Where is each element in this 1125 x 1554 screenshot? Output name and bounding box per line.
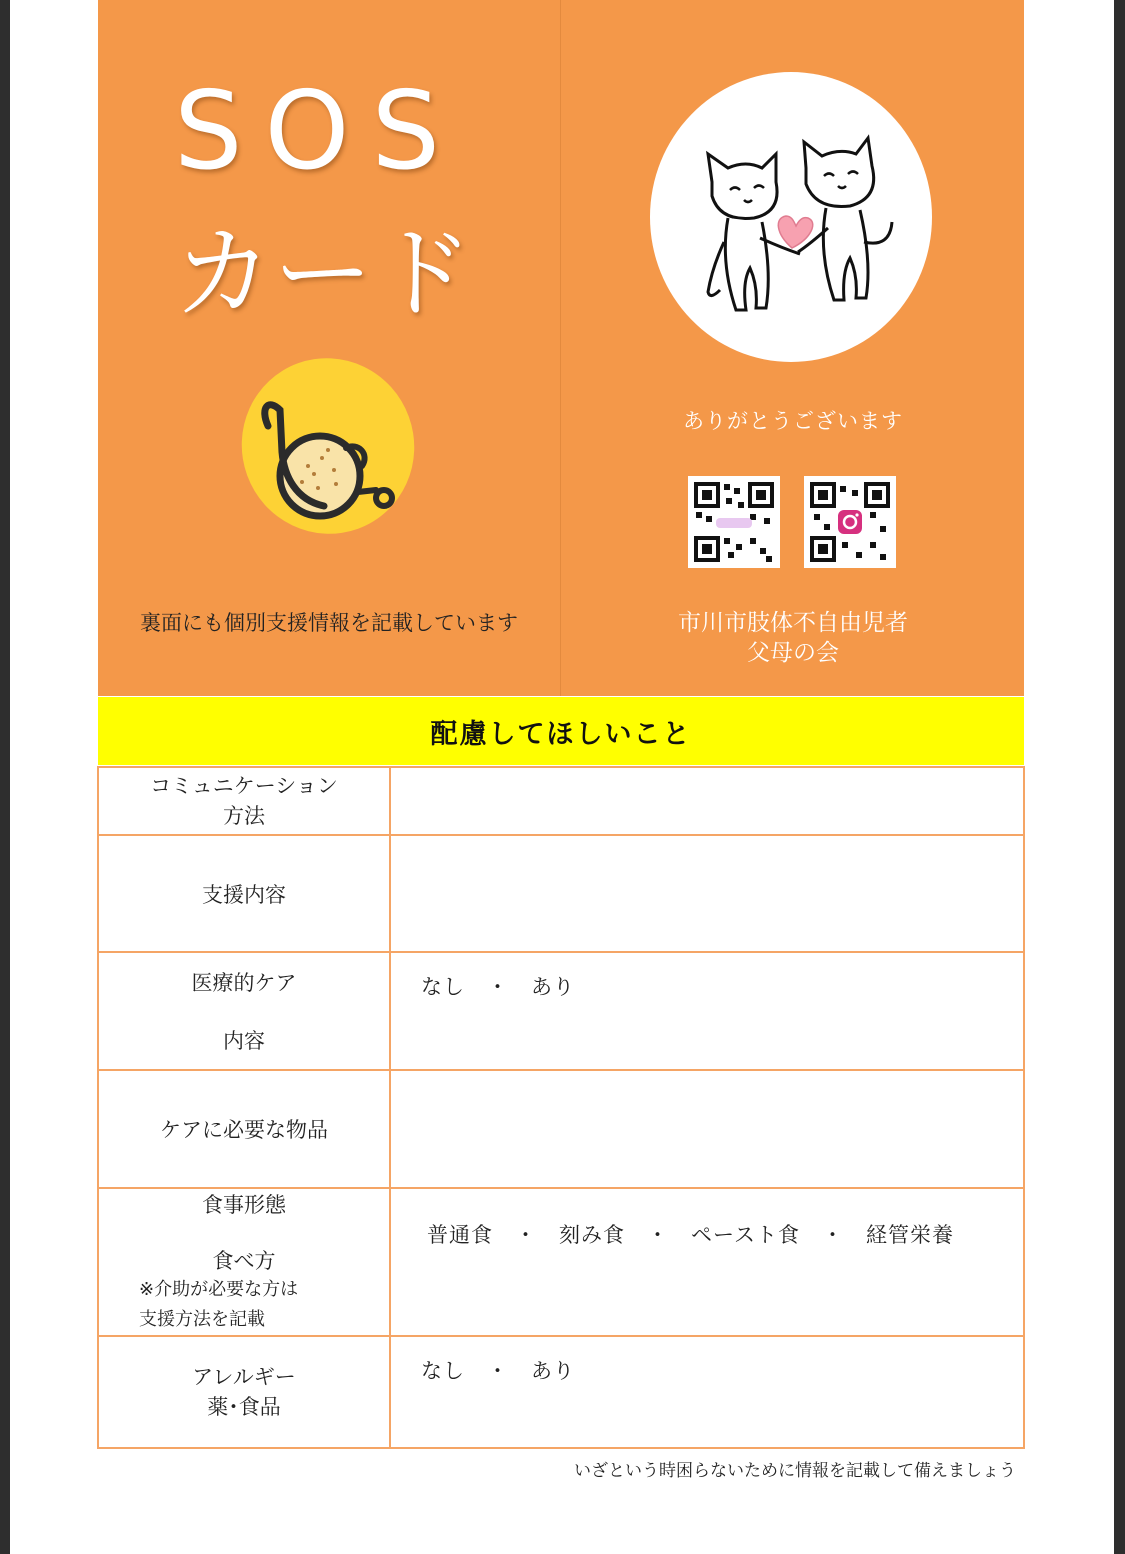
table-row-communication [98,767,1024,835]
table-row-care-items [98,1070,1024,1188]
organization-name [568,608,1018,668]
allergy-field[interactable] [390,1336,1024,1448]
card-fold-line [560,0,561,696]
communication-label [98,767,390,835]
meal-note-line2: 支援方法を記載 [139,1309,265,1330]
care-items-field[interactable] [390,1070,1024,1188]
allergy-label-line1: アレルギー [192,1365,296,1389]
support-field[interactable] [390,835,1024,952]
communication-label-line2: 方法 [223,804,265,828]
meal-field[interactable] [390,1188,1024,1336]
left-window-edge [0,0,10,1554]
table-row-meal [98,1188,1024,1336]
wheelchair-icon [238,356,418,538]
table-row-medical-care [98,952,1024,1070]
title-card: カード [173,215,473,332]
medical-care-options: なし ・ あり [421,975,575,999]
document-page [10,0,1114,1554]
instagram-icon [804,476,896,568]
thanks-message: ありがとうございます [683,409,903,433]
footer-note: いざという時困らないために情報を記載して備えましょう [574,1461,1016,1481]
medical-care-label-line1: 医療的ケア [191,971,297,995]
medical-care-label [98,952,390,1070]
medical-care-label-line2: 内容 [223,1029,265,1053]
organization-name-line1: 市川市肢体不自由児者 [678,610,908,636]
qr-code-instagram[interactable] [804,476,896,568]
cats-heart-illustration [650,72,932,362]
qr-code-icon [688,476,780,568]
allergy-label [98,1336,390,1448]
meal-label-line2: 食べ方 [212,1249,276,1273]
medical-care-field[interactable] [390,952,1024,1070]
scrollbar-track[interactable] [1114,0,1125,1554]
care-items-label: ケアに必要な物品 [98,1070,390,1188]
support-label: 支援内容 [98,835,390,952]
meal-label-line1: 食事形態 [202,1193,286,1217]
support-info-table [97,766,1025,1449]
communication-field[interactable] [390,767,1024,835]
sos-card-front [98,0,1024,696]
allergy-options: なし ・ あり [421,1359,575,1383]
communication-label-line1: コミュニケーション [150,774,338,798]
organization-name-line2: 父母の会 [747,640,839,666]
table-row-allergy [98,1336,1024,1448]
title-sos: SOS [173,69,463,194]
table-row-support [98,835,1024,952]
considerations-header: 配慮してほしいこと [98,697,1024,765]
back-side-note: 裏面にも個別支援情報を記載しています [140,611,518,635]
cats-heart-icon [650,72,932,362]
qr-code-line[interactable] [688,476,780,568]
allergy-label-line2: 薬･食品 [207,1395,281,1419]
meal-label [98,1188,390,1336]
meal-options: 普通食 ・ 刻み食 ・ ペースト食 ・ 経管栄養 [427,1223,954,1247]
meal-note-line1: ※介助が必要な方は [139,1279,299,1300]
